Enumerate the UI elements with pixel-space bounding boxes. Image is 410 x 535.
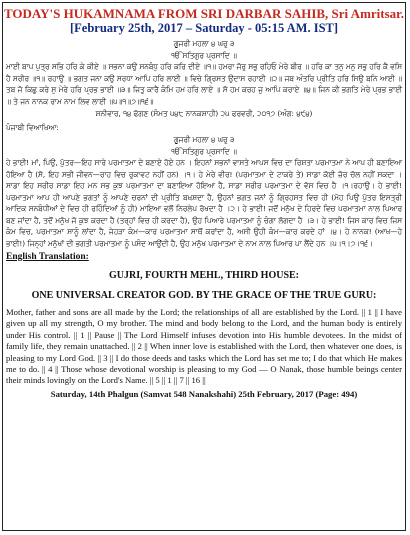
gurmukhi-raag-line: ਗੂਜਰੀ ਮਹਲਾ ੪ ਘਰੁ ੩ [173, 39, 235, 48]
hukamnama-card [2, 2, 406, 531]
english-heading: English Translation: [6, 252, 89, 262]
gurmukhi-shabad: ਮਾਈ ਬਾਪ ਪੁਤ੍ਰ ਸਭਿ ਹਰਿ ਕੇ ਕੀਏ ॥ ਸਭਨਾ ਕਉ ਸਨਬੰਧੁ ਹਰਿ ਕਰਿ ਦੀਏ ॥੧॥ ਹਮਰਾ ਜੋਰੁ ਸਭੁ ਰਹਿਓ ਮੇਰੇ ਬੀਰ ॥ ਹਰਿ ਕਾ ਤਨੁ ਮਨੁ ਸਭੁ ਹਰਿ ਕੈ ਵਸਿ ਹੈ ਸਰੀਰ ॥੧॥ ਰਹਾਉ ॥ ਭਗਤ ਜਨਾ ਕਉ ਸਰਧਾ ਆਪਿ ਹਰਿ ਲਾਈ ॥ ਵਿਚੇ ਗ੍ਰਿਸਤ ਉਦਾਸ ਰਹਾਈ ॥੨॥ ਜਬ ਅੰਤਰਿ ਪ੍ਰੀਤਿ ਹਰਿ ਸਿਉ ਬਨਿ ਆਈ ॥ ਤਬ ਜੋ ਕਿਛੁ ਕਰੇ ਸੁ ਮੇਰੇ ਹਰਿ ਪ੍ਰਭ ਭਾਈ ॥੩॥ ਜਿਤੁ ਕਾਰੈ ਕੰਮਿ ਹਮ ਹਰਿ ਲਾਏ ॥ ਸੋ ਹਮ ਕਰਹ ਜੁ ਆਪਿ ਕਰਾਏ ॥੪॥ ਜਿਨ ਕੀ ਭਗਤਿ ਮੇਰੇ ਪ੍ਰਭ ਭਾਈ ॥ ਤੇ ਜਨ ਨਾਨਕ ਰਾਮ ਨਾਮ ਲਿਵ ਲਾਈ ॥੫॥੧॥੭॥੧੬॥ [6, 62, 402, 106]
english-title: GUJRI, FOURTH MEHL, THIRD HOUSE: [108, 270, 300, 281]
punjabi-heading: ਪੰਜਾਬੀ ਵਿਆਖਿਆ: [6, 123, 59, 132]
punjabi-date-line: ਸ਼ਨੀਵਾਰ, ੧੪ ਫੱਗਣ (ਸੰਮਤ ੫੪੮ ਨਾਨਕਸ਼ਾਹੀ) ੨੫ ਫਰਵਰੀ, ੨੦੧੭ (ਅੰਗ: ੪੯੪) [95, 109, 313, 118]
punjabi-mool-line: ੴ ਸਤਿਗੁਰ ਪ੍ਰਸਾਦਿ ॥ [171, 146, 237, 156]
punjabi-explanation: ਹੇ ਭਾਈ! ਮਾਂ, ਪਿਉ, ਪੁੱਤਰ—ਇਹ ਸਾਰੇ ਪਰਮਾਤਮਾ ਦੇ ਬਣਾਏ ਹੋਏ ਹਨ । ਇਹਨਾਂ ਸਭਨਾਂ ਵਾਸਤੇ ਆਪਸ ਵਿਚ ਦਾ ਰਿਸ਼ਤਾ ਪਰਮਾਤਮਾ ਨੇ ਆਪ ਹੀ ਬਣਾਇਆ ਹੋਇਆ ਹੈ (ਸੋ, ਇਹ ਸਭੀ ਜੀਵਨ—ਰਾਹ ਵਿਚ ਰੁਕਾਵਟ ਨਹੀਂ ਹਨ) ।੧। ਹੇ ਮੇਰੇ ਵੀਰ! (ਪਰਮਾਤਮਾ ਦੇ ਟਾਕਰੇ ਤੇ) ਸਾਡਾ ਕੋਈ ਜ਼ੋਰ ਚੱਲ ਨਹੀਂ ਸਕਦਾ । ਸਾਡਾ ਇਹ ਸਰੀਰ ਸਾਡਾ ਇਹ ਮਨ ਸਭ ਕੁਝ ਪਰਮਾਤਮਾ ਦਾ ਬਣਾਇਆ ਹੋਇਆ ਹੈ, ਸਾਡਾ ਸਰੀਰ ਪਰਮਾਤਮਾ ਦੇ ਵੱਸ ਵਿਚ ਹੈ ।੧।ਰਹਾਉ। ਹੇ ਭਾਈ! ਪਰਮਾਤਮਾ ਆਪ ਹੀ ਆਪਣੇ ਭਗਤਾਂ ਨੂੰ ਆਪਣੇ ਚਰਨਾਂ ਦੀ ਪ੍ਰੀਤਿ ਬਖ਼ਸ਼ਦਾ ਹੈ, ਉਹਨਾਂ ਭਗਤ ਜਨਾਂ ਨੂੰ ਗ੍ਰਿਹਸਤ ਵਿਚ ਹੀ (ਮੋਹ ਪਿਉ ਪੁੱਤਰ ਇਸਤ੍ਰੀ ਆਦਿਕ ਸਨਬੰਧੀਆਂ ਦੇ ਵਿਚ ਹੀ ਰਹਿੰਦਿਆਂ ਨੂੰ ਹੀ) ਮਾਇਆ ਵਲੋਂ ਨਿਰਲੇਪ ਰੱਖਦਾ ਹੈ ।੨। ਹੇ ਭਾਈ! ਜਦੋਂ ਮਨੁੱਖ ਦੇ ਹਿਰਦੇ ਵਿਚ ਪਰਮਾਤਮਾ ਨਾਲ ਪਿਆਰ ਬਣ ਜਾਂਦਾ ਹੈ, ਤਦੋਂ ਮਨੁੱਖ ਜੋ ਕੁਝ ਕਰਦਾ ਹੈ (ਤਰ੍ਹਾਂ ਵਿਚ ਹੀ ਕਰਦਾ ਹੈ), ਉਹ ਪਿਆਰੇ ਪਰਮਾਤਮਾ ਨੂੰ ਚੰਗਾ ਲੱਗਦਾ ਹੈ ।੩। ਹੇ ਭਾਈ! ਜਿਸ ਕਾਰ ਵਿਚ ਜਿਸ ਕੰਮ ਵਿਚ, ਪਰਮਾਤਮਾ ਸਾਨੂੰ ਲਾਂਦਾ ਹੈ, ਜੇਹੜਾ ਕੰਮ—ਕਾਰ ਪਰਮਾਤਮਾ ਸਾਥੋਂ ਕਰਾਂਦਾ ਹੈ, ਅਸੀ ਉਹੀ ਕੰਮ—ਕਾਰ ਕਰਦੇ ਹਾਂ ।੪। ਹੇ ਨਾਨਕ! (ਆਖ—ਹੇ ਭਾਈ!) ਜਿਨ੍ਹਾਂ ਮਨੁੱਖਾਂ ਦੀ ਭਗਤੀ ਪਰਮਾਤਮਾ ਨੂੰ ਪਸੰਦ ਆਉਂਦੀ ਹੈ, ਉਹ ਮਨੁੱਖ ਪਰਮਾਤਮਾ ਦੇ ਨਾਮ ਨਾਲ ਪਿਆਰ ਪਾ ਲੈਂਦੇ ਹਨ ।੫।੧।੭।੧੬। [6, 158, 402, 248]
page-title: TODAY'S HUKAMNAMA FROM SRI DARBAR SAHIB, Sri Amritsar. [3, 6, 405, 21]
footer-date: Saturday, 14th Phalgun (Samvat 548 Nanakshahi) 25th February, 2017 (Page: 494) [50, 388, 358, 399]
english-translation: Mother, father and sons are all made by the Lord; the relationships of all are established by the Lord. || 1 || I have given up all my strength, O my brother. The mind and body belong to the Lord, and the human body is entirely under His control. || 1 || Pause || The Lord Himself infuses devotion into His humble devotees. In the midst of family life, they remain unattached. || 2 || When inner love is established with the Lord, then whatever one does, is pleasing to my Lord God. || 3 || I do those deeds and tasks which the Lord has set me to; I do that which He makes me to do. || 4 || Those whose devotional worship is pleasing to my God — O Nanak, those humble beings center their minds lovingly on the Lord's Name. || 5 || 1 || 7 || 16 || [6, 307, 402, 386]
punjabi-raag-line: ਗੂਜਰੀ ਮਹਲਾ ੪ ਘਰੁ ੩ [173, 135, 235, 144]
gurmukhi-mool-line: ੴ ਸਤਿਗੁਰ ਪ੍ਰਸਾਦਿ ॥ [171, 50, 237, 60]
english-subtitle: ONE UNIVERSAL CREATOR GOD. BY THE GRACE OF THE TRUE GURU: [31, 290, 377, 301]
date-line: [February 25th, 2017 – Saturday - 05:15 AM. IST] [69, 21, 339, 35]
